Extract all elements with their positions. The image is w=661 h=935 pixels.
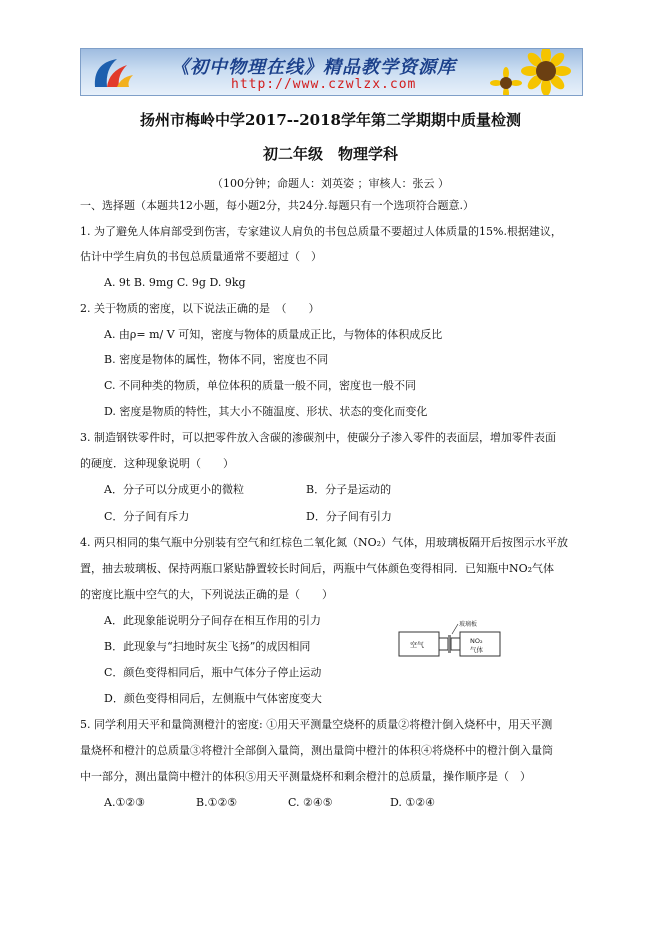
- q2-option-c: C. 不同种类的物质，单位体积的质量一般不同，密度也一般不同: [104, 379, 417, 392]
- banner-url: http://www.czwlzx.com: [231, 77, 417, 92]
- q4-stem-line1: 4. 两只相同的集气瓶中分别装有空气和红棕色二氧化氮（NO₂）气体，用玻璃板隔开后按图示水平放: [80, 536, 569, 549]
- q4-option-b: B．此现象与“扫地时灰尘飞扬”的成因相同: [104, 640, 311, 653]
- exam-title: 扬州市梅岭中学2017--2018学年第二学期期中质量检测: [140, 111, 521, 129]
- q2-option-a: A. 由ρ= m/ V 可知，密度与物体的质量成正比，与物体的体积成反比: [104, 328, 443, 341]
- q3-option-b: B．分子是运动的: [306, 483, 392, 496]
- q1-options: A. 9t B. 9mg C. 9g D. 9kg: [104, 276, 246, 289]
- q5-stem-line1: 5. 同学利用天平和量筒测橙汁的密度: ①用天平测量空烧杯的质量②将橙汁倒入烧杯中，用天平测: [80, 718, 553, 731]
- q5-stem-line2: 量烧杯和橙汁的总质量③将橙汁全部倒入量筒，测出量筒中橙汁的体积④将烧杯中的橙汁倒入量筒: [80, 744, 553, 757]
- q3-option-d: D．分子间有引力: [306, 510, 392, 523]
- header-banner: [80, 48, 583, 96]
- q3-stem-line1: 3. 制造钢铁零件时，可以把零件放入含碳的渗碳剂中，使碳分子渗入零件的表面层，增加零件表面: [80, 431, 556, 444]
- gas-label: 气体: [470, 646, 483, 654]
- q1-stem-line2: 估计中学生肩负的书包总质量通常不要超过（ ）: [80, 250, 322, 263]
- q5-option-d: D. ①②④: [390, 796, 436, 809]
- q5-option-a: A.①②③: [104, 796, 146, 809]
- sunflower-image: [488, 49, 578, 96]
- glass-label: 玻璃板: [459, 621, 478, 628]
- q5-stem-line3: 中一部分，测出量筒中橙汁的体积⑤用天平测量烧杯和剩余橙汁的总质量，操作顺序是（ ）: [80, 770, 531, 783]
- banner-title: 《初中物理在线》精品教学资源库: [171, 57, 456, 78]
- q2-option-b: B. 密度是物体的属性，物体不同，密度也不同: [104, 353, 329, 366]
- gas-jars-figure: [398, 618, 508, 670]
- logo-icon: [87, 53, 137, 93]
- q3-option-c: C．分子间有斥力: [104, 510, 190, 523]
- exam-subtitle: 初二年级 物理学科: [262, 145, 398, 163]
- q2-stem: 2. 关于物质的密度，以下说法正确的是 （ ）: [80, 302, 320, 315]
- air-label: 空气: [410, 641, 424, 649]
- section-heading: 一、选择题（本题共12小题，每小题2分，共24分.每题只有一个选项符合题意.）: [80, 199, 474, 212]
- q4-option-d: D．颜色变得相同后，左侧瓶中气体密度变大: [104, 692, 322, 705]
- exam-meta: （100分钟；命题人：刘英姿 ；审核人：张云 ）: [212, 177, 449, 190]
- q3-option-a: A．分子可以分成更小的微粒: [104, 483, 244, 496]
- q1-stem-line1: 1. 为了避免人体肩部受到伤害，专家建议人肩负的书包总质量不要超过人体质量的15%.根据建议，: [80, 225, 562, 238]
- q4-stem-line3: 的密度比瓶中空气的大，下列说法正确的是（ ）: [80, 588, 333, 601]
- q4-stem-line2: 置，抽去玻璃板、保持两瓶口紧贴静置较长时间后，两瓶中气体颜色变得相同．已知瓶中NO₂气体: [80, 562, 555, 575]
- q4-option-a: A．此现象能说明分子间存在相互作用的引力: [104, 614, 321, 627]
- q5-option-c: C. ②④⑤: [288, 796, 333, 809]
- no2-label: NO₂: [470, 637, 483, 645]
- q4-option-c: C．颜色变得相同后，瓶中气体分子停止运动: [104, 666, 322, 679]
- q3-stem-line2: 的硬度．这种现象说明（ ）: [80, 457, 234, 470]
- q5-option-b: B.①②⑤: [196, 796, 238, 809]
- q2-option-d: D. 密度是物质的特性，其大小不随温度、形状、状态的变化而变化: [104, 405, 428, 418]
